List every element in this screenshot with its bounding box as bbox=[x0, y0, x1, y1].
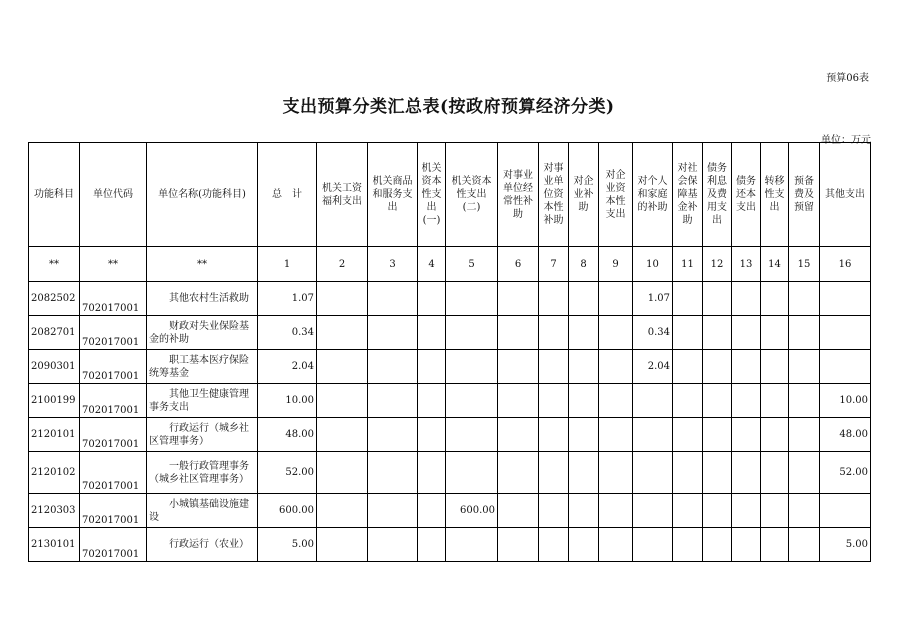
empty-cell bbox=[599, 384, 633, 418]
total-cell: 48.00 bbox=[258, 418, 317, 452]
empty-cell bbox=[368, 528, 418, 562]
household-subsidy-cell bbox=[633, 452, 673, 494]
empty-cell bbox=[418, 494, 446, 528]
header-cell: 功能科目 bbox=[29, 143, 80, 247]
empty-cell bbox=[673, 282, 703, 316]
empty-cell bbox=[761, 494, 789, 528]
other-expense-cell bbox=[820, 282, 871, 316]
household-subsidy-cell bbox=[633, 384, 673, 418]
empty-cell bbox=[703, 494, 732, 528]
unit-code-cell: 702017001 bbox=[80, 350, 147, 384]
empty-cell bbox=[761, 418, 789, 452]
empty-cell bbox=[703, 452, 732, 494]
header-cell: 对企业资本性支出 bbox=[599, 143, 633, 247]
empty-cell bbox=[569, 494, 599, 528]
capital-expense-2-cell: 600.00 bbox=[446, 494, 498, 528]
empty-cell bbox=[732, 350, 761, 384]
empty-cell bbox=[761, 350, 789, 384]
empty-cell bbox=[732, 384, 761, 418]
empty-cell bbox=[673, 528, 703, 562]
empty-cell bbox=[317, 316, 368, 350]
empty-cell bbox=[703, 282, 732, 316]
header-cell: 对事业单位资本性补助 bbox=[539, 143, 569, 247]
table-row bbox=[29, 494, 871, 528]
index-cell: 14 bbox=[761, 247, 789, 282]
function-code-cell: 2082502 bbox=[29, 282, 80, 316]
index-cell: 5 bbox=[446, 247, 498, 282]
unit-name-cell: 行政运行（城乡社区管理事务） bbox=[147, 418, 258, 452]
unit-name-cell: 其他农村生活救助 bbox=[147, 282, 258, 316]
capital-expense-2-cell bbox=[446, 384, 498, 418]
index-cell: 6 bbox=[498, 247, 539, 282]
unit-code-cell: 702017001 bbox=[80, 316, 147, 350]
empty-cell bbox=[789, 494, 820, 528]
empty-cell bbox=[761, 282, 789, 316]
empty-cell bbox=[789, 528, 820, 562]
unit-label: 单位：万元 bbox=[821, 135, 871, 146]
empty-cell bbox=[498, 316, 539, 350]
empty-cell bbox=[599, 350, 633, 384]
empty-cell bbox=[569, 528, 599, 562]
other-expense-cell bbox=[820, 494, 871, 528]
empty-cell bbox=[732, 528, 761, 562]
empty-cell bbox=[732, 418, 761, 452]
empty-cell bbox=[418, 350, 446, 384]
empty-cell bbox=[317, 418, 368, 452]
empty-cell bbox=[368, 282, 418, 316]
total-cell: 1.07 bbox=[258, 282, 317, 316]
empty-cell bbox=[498, 528, 539, 562]
empty-cell bbox=[789, 452, 820, 494]
capital-expense-2-cell bbox=[446, 316, 498, 350]
total-cell: 5.00 bbox=[258, 528, 317, 562]
empty-cell bbox=[599, 418, 633, 452]
function-code-cell: 2090301 bbox=[29, 350, 80, 384]
other-expense-cell: 52.00 bbox=[820, 452, 871, 494]
empty-cell bbox=[368, 418, 418, 452]
table-row bbox=[29, 316, 871, 350]
empty-cell bbox=[761, 316, 789, 350]
header-cell: 对事业单位经常性补助 bbox=[498, 143, 539, 247]
unit-name-cell: 财政对失业保险基金的补助 bbox=[147, 316, 258, 350]
empty-cell bbox=[732, 494, 761, 528]
index-cell: 10 bbox=[633, 247, 673, 282]
header-cell: 机关工资福利支出 bbox=[317, 143, 368, 247]
index-cell: 13 bbox=[732, 247, 761, 282]
empty-cell bbox=[673, 452, 703, 494]
empty-cell bbox=[368, 350, 418, 384]
empty-cell bbox=[569, 282, 599, 316]
empty-cell bbox=[539, 282, 569, 316]
empty-cell bbox=[539, 452, 569, 494]
index-cell: 1 bbox=[258, 247, 317, 282]
capital-expense-2-cell bbox=[446, 350, 498, 384]
table-row bbox=[29, 384, 871, 418]
header-cell: 转移性支出 bbox=[761, 143, 789, 247]
unit-code-cell: 702017001 bbox=[80, 418, 147, 452]
empty-cell bbox=[673, 384, 703, 418]
household-subsidy-cell bbox=[633, 528, 673, 562]
empty-cell bbox=[569, 350, 599, 384]
header-cell: 对企业补助 bbox=[569, 143, 599, 247]
unit-name-cell: 职工基本医疗保险统筹基金 bbox=[147, 350, 258, 384]
empty-cell bbox=[569, 384, 599, 418]
function-code-cell: 2120102 bbox=[29, 452, 80, 494]
capital-expense-2-cell bbox=[446, 528, 498, 562]
header-row bbox=[29, 143, 871, 247]
header-cell: 单位名称(功能科目) bbox=[147, 143, 258, 247]
unit-name-cell: 行政运行（农业） bbox=[147, 528, 258, 562]
empty-cell bbox=[703, 418, 732, 452]
empty-cell bbox=[418, 282, 446, 316]
index-cell: 16 bbox=[820, 247, 871, 282]
empty-cell bbox=[789, 282, 820, 316]
empty-cell bbox=[703, 384, 732, 418]
unit-name-cell: 一般行政管理事务（城乡社区管理事务） bbox=[147, 452, 258, 494]
empty-cell bbox=[498, 282, 539, 316]
empty-cell bbox=[317, 452, 368, 494]
empty-cell bbox=[673, 350, 703, 384]
total-cell: 52.00 bbox=[258, 452, 317, 494]
empty-cell bbox=[569, 452, 599, 494]
function-code-cell: 2082701 bbox=[29, 316, 80, 350]
empty-cell bbox=[539, 316, 569, 350]
empty-cell bbox=[673, 316, 703, 350]
empty-cell bbox=[317, 282, 368, 316]
function-code-cell: 2130101 bbox=[29, 528, 80, 562]
empty-cell bbox=[599, 494, 633, 528]
empty-cell bbox=[317, 350, 368, 384]
empty-cell bbox=[317, 384, 368, 418]
empty-cell bbox=[368, 452, 418, 494]
table-row bbox=[29, 418, 871, 452]
empty-cell bbox=[569, 418, 599, 452]
header-cell: 总 计 bbox=[258, 143, 317, 247]
total-cell: 10.00 bbox=[258, 384, 317, 418]
empty-cell bbox=[368, 316, 418, 350]
other-expense-cell: 5.00 bbox=[820, 528, 871, 562]
empty-cell bbox=[789, 316, 820, 350]
unit-code-cell: 702017001 bbox=[80, 452, 147, 494]
empty-cell bbox=[732, 452, 761, 494]
unit-code-cell: 702017001 bbox=[80, 528, 147, 562]
page-title: 支出预算分类汇总表(按政府预算经济分类) bbox=[282, 97, 615, 117]
empty-cell bbox=[569, 316, 599, 350]
empty-cell bbox=[539, 384, 569, 418]
empty-cell bbox=[673, 418, 703, 452]
empty-cell bbox=[761, 452, 789, 494]
header-cell: 机关资本性支出(二) bbox=[446, 143, 498, 247]
capital-expense-2-cell bbox=[446, 418, 498, 452]
header-cell: 其他支出 bbox=[820, 143, 871, 247]
index-cell: ** bbox=[147, 247, 258, 282]
header-cell: 机关资本性支出(一) bbox=[418, 143, 446, 247]
household-subsidy-cell: 2.04 bbox=[633, 350, 673, 384]
empty-cell bbox=[418, 418, 446, 452]
empty-cell bbox=[317, 494, 368, 528]
form-number: 预算06表 bbox=[826, 73, 869, 84]
total-cell: 2.04 bbox=[258, 350, 317, 384]
empty-cell bbox=[599, 316, 633, 350]
header-cell: 对社会保障基金补助 bbox=[673, 143, 703, 247]
empty-cell bbox=[703, 316, 732, 350]
household-subsidy-cell: 1.07 bbox=[633, 282, 673, 316]
index-cell: 7 bbox=[539, 247, 569, 282]
empty-cell bbox=[599, 528, 633, 562]
other-expense-cell: 10.00 bbox=[820, 384, 871, 418]
empty-cell bbox=[673, 494, 703, 528]
header-cell: 机关商品和服务支出 bbox=[368, 143, 418, 247]
empty-cell bbox=[732, 316, 761, 350]
capital-expense-2-cell bbox=[446, 452, 498, 494]
empty-cell bbox=[498, 452, 539, 494]
function-code-cell: 2120101 bbox=[29, 418, 80, 452]
index-cell: 12 bbox=[703, 247, 732, 282]
empty-cell bbox=[599, 282, 633, 316]
index-cell: 15 bbox=[789, 247, 820, 282]
index-cell: 3 bbox=[368, 247, 418, 282]
unit-code-cell: 702017001 bbox=[80, 494, 147, 528]
header-cell: 单位代码 bbox=[80, 143, 147, 247]
unit-name-cell: 其他卫生健康管理事务支出 bbox=[147, 384, 258, 418]
empty-cell bbox=[498, 384, 539, 418]
function-code-cell: 2100199 bbox=[29, 384, 80, 418]
table-row bbox=[29, 350, 871, 384]
empty-cell bbox=[539, 528, 569, 562]
budget-table bbox=[28, 142, 871, 562]
index-cell: 4 bbox=[418, 247, 446, 282]
empty-cell bbox=[498, 494, 539, 528]
empty-cell bbox=[418, 316, 446, 350]
other-expense-cell: 48.00 bbox=[820, 418, 871, 452]
empty-cell bbox=[498, 418, 539, 452]
household-subsidy-cell bbox=[633, 418, 673, 452]
empty-cell bbox=[703, 350, 732, 384]
total-cell: 0.34 bbox=[258, 316, 317, 350]
household-subsidy-cell bbox=[633, 494, 673, 528]
empty-cell bbox=[418, 384, 446, 418]
function-code-cell: 2120303 bbox=[29, 494, 80, 528]
table-row bbox=[29, 452, 871, 494]
empty-cell bbox=[539, 350, 569, 384]
empty-cell bbox=[498, 350, 539, 384]
header-cell: 对个人和家庭的补助 bbox=[633, 143, 673, 247]
empty-cell bbox=[703, 528, 732, 562]
other-expense-cell bbox=[820, 350, 871, 384]
header-cell: 债务利息及费用支出 bbox=[703, 143, 732, 247]
empty-cell bbox=[418, 528, 446, 562]
empty-cell bbox=[599, 452, 633, 494]
empty-cell bbox=[761, 384, 789, 418]
empty-cell bbox=[789, 350, 820, 384]
index-cell: ** bbox=[80, 247, 147, 282]
total-cell: 600.00 bbox=[258, 494, 317, 528]
empty-cell bbox=[418, 452, 446, 494]
other-expense-cell bbox=[820, 316, 871, 350]
table-row bbox=[29, 282, 871, 316]
empty-cell bbox=[761, 528, 789, 562]
empty-cell bbox=[789, 418, 820, 452]
header-cell: 债务还本支出 bbox=[732, 143, 761, 247]
table-row bbox=[29, 528, 871, 562]
empty-cell bbox=[539, 418, 569, 452]
empty-cell bbox=[368, 384, 418, 418]
empty-cell bbox=[539, 494, 569, 528]
index-row bbox=[29, 247, 871, 282]
empty-cell bbox=[789, 384, 820, 418]
header-cell: 预备费及预留 bbox=[789, 143, 820, 247]
empty-cell bbox=[368, 494, 418, 528]
unit-code-cell: 702017001 bbox=[80, 282, 147, 316]
capital-expense-2-cell bbox=[446, 282, 498, 316]
unit-name-cell: 小城镇基础设施建设 bbox=[147, 494, 258, 528]
index-cell: 9 bbox=[599, 247, 633, 282]
unit-code-cell: 702017001 bbox=[80, 384, 147, 418]
index-cell: 11 bbox=[673, 247, 703, 282]
empty-cell bbox=[732, 282, 761, 316]
household-subsidy-cell: 0.34 bbox=[633, 316, 673, 350]
index-cell: 2 bbox=[317, 247, 368, 282]
empty-cell bbox=[317, 528, 368, 562]
index-cell: 8 bbox=[569, 247, 599, 282]
index-cell: ** bbox=[29, 247, 80, 282]
